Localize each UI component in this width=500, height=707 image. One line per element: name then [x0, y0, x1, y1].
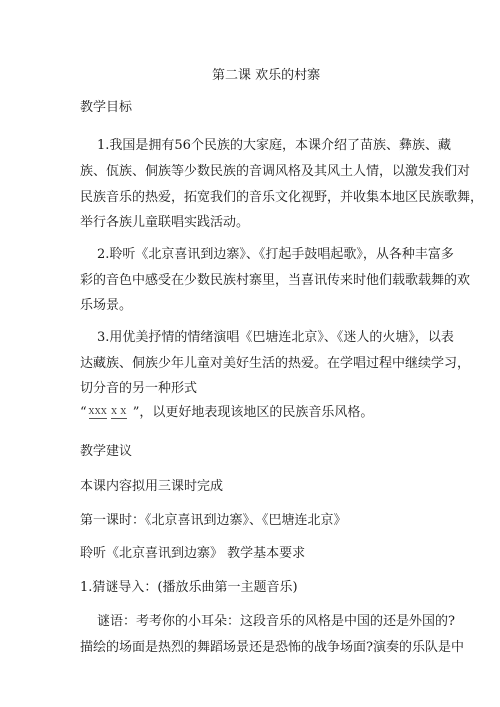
listen-requirement: 聆听《北京喜讯到边寨》 教学基本要求 [80, 546, 306, 561]
rhythm-group-2: X X [111, 406, 127, 416]
p1-line-4: 举行各族儿童联唱实践活动。 [80, 215, 250, 230]
lesson-title: 第二课 欢乐的村寨 [212, 68, 321, 83]
rhythm-notation-line [80, 405, 373, 423]
plan-text: 本课内容拟用三课时完成 [80, 479, 224, 494]
rhythm-group-1: XXX [88, 406, 108, 416]
step1-text: 1.猜谜导入：(播放乐曲第一主题音乐) [80, 580, 298, 595]
riddle-line-2: 描绘的场面是热烈的舞蹈场景还是恐怖的战争场面?演奏的乐队是中 [80, 640, 464, 655]
p1-line-1: 1.我国是拥有56个民族的大家庭，本课介绍了苗族、彝族、藏 [97, 138, 451, 153]
rhythm-tail-text: ”，以更好地表现该地区的民族音乐风格。 [132, 405, 374, 420]
p3-line-2: 达藏族、侗族少年儿童对美好生活的热爱。在学唱过程中继续学习， [80, 356, 471, 371]
heading-objectives: 教学目标 [80, 100, 133, 115]
p2-line-3: 乐场景。 [80, 298, 133, 313]
open-quote: “ [80, 405, 87, 420]
lesson1-text: 第一课时：《北京喜讯到边寨》、《巴塘连北京》 [80, 513, 347, 528]
p1-line-2: 族、佤族、侗族等少数民族的音调风格及其风土人情，以激发我们对 [80, 164, 471, 179]
p2-line-1: 2.聆听《北京喜讯到边寨》、《打起手鼓唱起歌》，从各种丰富多 [97, 247, 454, 262]
p1-line-3: 民族音乐的热爱，拓宽我们的音乐文化视野，并收集本地区民族歌舞， [80, 190, 484, 205]
syncopation-rhythm-figure [89, 408, 131, 416]
p3-line-3: 切分音的另一种形式 [80, 381, 198, 396]
p2-line-2: 彩的音色中感受在少数民族村寨里，当喜讯传来时他们载歌载舞的欢 [80, 273, 471, 288]
riddle-line-1: 谜语：考考你的小耳朵：这段音乐的风格是中国的还是外国的? [97, 614, 455, 629]
heading-suggestions: 教学建议 [80, 444, 133, 459]
p3-line-1: 3.用优美抒情的情绪演唱《巴塘连北京》、《迷人的火塘》，以表 [97, 330, 454, 345]
